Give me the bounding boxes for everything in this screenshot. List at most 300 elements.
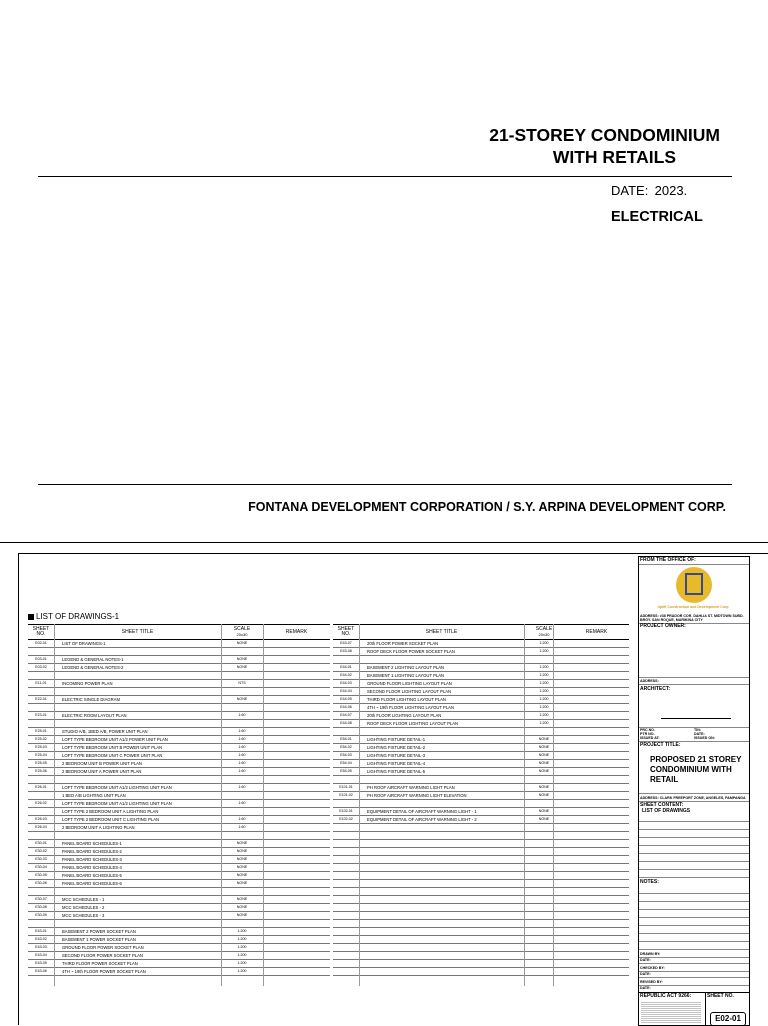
sheet-number: E02-01: [710, 1012, 746, 1026]
cell-sheet-no: E43-08: [333, 648, 359, 656]
cell-remark: [564, 848, 629, 856]
scale-sub: 20x30: [236, 632, 248, 637]
tb-divider: [639, 821, 749, 822]
cell-scale: [221, 808, 263, 816]
cell-scale: NONE: [524, 792, 564, 800]
table-row: [28, 672, 330, 680]
cell-remark: [263, 744, 330, 752]
table-row: [333, 744, 629, 752]
sheet-no-divider: [705, 992, 706, 1025]
tb-divider: [639, 837, 749, 838]
table-row: [333, 960, 629, 968]
cell-sheet-no: E02-01: [28, 640, 54, 648]
cell-sheet-no: E54-05: [333, 768, 359, 776]
cell-scale: 1:60: [221, 728, 263, 736]
cell-remark: [263, 680, 330, 688]
cell-remark: [564, 656, 629, 664]
cell-scale: 1:200: [524, 680, 564, 688]
tb-divider: [639, 901, 749, 902]
cell-remark: [263, 816, 330, 824]
cell-scale: [221, 688, 263, 696]
cell-sheet-title: MCC SCHEDULES - 2: [54, 904, 221, 912]
table-row: [333, 896, 629, 904]
cell-sheet-no: [333, 944, 359, 952]
table-row: [333, 768, 629, 776]
col-scale: [524, 625, 564, 640]
sheet-content-value: LIST OF DRAWINGS: [642, 808, 691, 814]
project-title-label: PROJECT TITLE:: [640, 742, 681, 748]
cell-sheet-title: LIGHTING FIXTURE DETAIL-5: [359, 768, 524, 776]
cell-remark: [564, 736, 629, 744]
cell-remark: [263, 808, 330, 816]
cell-sheet-no: [28, 672, 54, 680]
cell-sheet-title: [54, 888, 221, 896]
table-row: [333, 952, 629, 960]
cell-sheet-no: [333, 896, 359, 904]
table-row: [333, 824, 629, 832]
scale-label: SCALE: [233, 626, 251, 632]
cell-sheet-title: [359, 872, 524, 880]
cell-sheet-title: STUDIO A/B, 1BED A/B, POWER UNIT PLAN: [54, 728, 221, 736]
date-row: [611, 183, 687, 198]
cell-sheet-title: EQUIPMENT DETAIL OF AIRCRAFT WARNING LIGHT - 2: [359, 816, 524, 824]
cell-scale: NONE: [524, 816, 564, 824]
table-row: [333, 968, 629, 976]
cell-scale: 1:200: [524, 720, 564, 728]
cell-sheet-no: E26-01: [28, 784, 54, 792]
cell-sheet-no: [333, 848, 359, 856]
cell-scale: 1:200: [221, 936, 263, 944]
prc-no: PRC NO.: [640, 728, 655, 732]
tb-divider: [639, 933, 749, 934]
cell-scale: NONE: [221, 856, 263, 864]
cell-remark: [564, 872, 629, 880]
cell-scale: [524, 728, 564, 736]
tb-divider: [639, 917, 749, 918]
cell-scale: NONE: [524, 760, 564, 768]
table-row: [333, 832, 629, 840]
drawings-table-left: [28, 624, 330, 976]
from-office-label: FROM THE OFFICE OF:: [640, 557, 696, 563]
cell-sheet-no: E44-03: [333, 680, 359, 688]
cell-sheet-no: E23-01: [28, 712, 54, 720]
cell-remark: [263, 936, 330, 944]
col-sheet-title: SHEET TITLE: [54, 625, 221, 640]
date-2: DATE:: [640, 958, 651, 962]
cell-remark: [564, 936, 629, 944]
cell-sheet-title: [54, 832, 221, 840]
tin: TIN:: [694, 728, 701, 732]
cell-remark: [263, 872, 330, 880]
table-row: [28, 816, 330, 824]
cell-sheet-title: [54, 776, 221, 784]
cell-sheet-title: LIGHTING FIXTURE DETAIL-4: [359, 760, 524, 768]
logo-mark-icon: [685, 573, 703, 595]
cell-scale: [524, 896, 564, 904]
tb-date: DATE:: [694, 732, 705, 736]
table-row: [333, 920, 629, 928]
cell-scale: [221, 776, 263, 784]
left-table-col-rules: [263, 624, 264, 986]
table-row: [28, 960, 330, 968]
cell-sheet-title: [359, 864, 524, 872]
table-row: [333, 672, 629, 680]
cell-scale: [524, 824, 564, 832]
date-label: DATE:: [611, 183, 649, 198]
cell-sheet-no: E54-02: [333, 744, 359, 752]
cover-title: [0, 124, 720, 168]
table-row: [333, 944, 629, 952]
table-row: [333, 752, 629, 760]
cell-sheet-title: [359, 656, 524, 664]
table-row: [333, 888, 629, 896]
cell-sheet-no: [333, 968, 359, 976]
cell-sheet-no: E25-05: [28, 760, 54, 768]
cell-remark: [564, 712, 629, 720]
cell-remark: [263, 704, 330, 712]
tb-divider: [639, 684, 749, 685]
cell-scale: 1:200: [524, 672, 564, 680]
cell-remark: [564, 768, 629, 776]
cell-sheet-no: [333, 872, 359, 880]
table-row: [28, 944, 330, 952]
cell-scale: 1:200: [524, 712, 564, 720]
cell-scale: 1:200: [524, 688, 564, 696]
cell-sheet-no: E43-02: [28, 936, 54, 944]
cell-sheet-title: 2 BEDROOM UNIT A LIGHTING PLAN: [54, 824, 221, 832]
cell-sheet-no: [333, 888, 359, 896]
cell-remark: [263, 648, 330, 656]
cell-sheet-no: E44-01: [333, 664, 359, 672]
cell-sheet-title: [359, 968, 524, 976]
cell-scale: [524, 656, 564, 664]
cell-scale: [524, 800, 564, 808]
tb-divider: [639, 977, 749, 978]
cell-sheet-no: [28, 704, 54, 712]
right-table-col-rules: [524, 624, 525, 986]
cell-remark: [564, 888, 629, 896]
cell-scale: 1:60: [221, 736, 263, 744]
cell-scale: 1:60: [221, 760, 263, 768]
cell-remark: [263, 944, 330, 952]
table-header: [28, 625, 330, 640]
notes-label: NOTES:: [640, 879, 659, 885]
table-row: [333, 792, 629, 800]
cell-sheet-no: E44-05: [333, 696, 359, 704]
cell-remark: [564, 784, 629, 792]
cell-sheet-title: [359, 888, 524, 896]
cell-sheet-no: E30-06: [28, 880, 54, 888]
table-row: [333, 664, 629, 672]
col-sheet-title: SHEET TITLE: [359, 625, 524, 640]
cell-sheet-title: [54, 672, 221, 680]
cell-sheet-no: E44-04: [333, 688, 359, 696]
cell-sheet-title: LOFT TYPE BEDROOM UNIT A1/2 LIGHTING UNIT PLAN: [54, 784, 221, 792]
cell-scale: [221, 920, 263, 928]
cell-scale: [524, 872, 564, 880]
cell-remark: [263, 640, 330, 648]
cell-sheet-no: E30-04: [28, 864, 54, 872]
table-row: [333, 728, 629, 736]
cell-sheet-no: E43-03: [28, 944, 54, 952]
scale-sub: 20x30: [538, 632, 550, 637]
cell-remark: [263, 824, 330, 832]
cell-scale: NONE: [524, 752, 564, 760]
cell-scale: [221, 672, 263, 680]
cell-sheet-title: BASEMENT 2 LIGHTING LAYOUT PLAN: [359, 664, 524, 672]
cell-sheet-no: [28, 888, 54, 896]
cell-scale: 1:200: [221, 928, 263, 936]
cell-sheet-title: ROOF DECK FLOOR POWER SOCKET PLAN: [359, 648, 524, 656]
cell-remark: [564, 968, 629, 976]
col-sheet-no: SHEET NO.: [333, 625, 359, 640]
bullet-square-icon: [28, 614, 34, 620]
logo-caption: Uplift Construction and Development Corp: [657, 605, 729, 609]
table-row: [333, 784, 629, 792]
table-row: [333, 816, 629, 824]
cell-remark: [263, 728, 330, 736]
cell-scale: NONE: [221, 640, 263, 648]
cell-scale: 1:60: [221, 816, 263, 824]
republic-act-fine-print: [641, 1001, 701, 1023]
table-row: [28, 696, 330, 704]
cell-remark: [564, 832, 629, 840]
cell-scale: NONE: [221, 872, 263, 880]
cell-sheet-title: [359, 936, 524, 944]
cell-sheet-no: E26-02: [28, 800, 54, 808]
cell-sheet-title: THIRD FLOOR POWER SOCKET PLAN: [54, 960, 221, 968]
issued-at: ISSUED AT:: [640, 736, 660, 740]
cell-sheet-no: E03-01: [28, 656, 54, 664]
cell-sheet-no: E43-01: [28, 928, 54, 936]
cell-sheet-title: ELECTRIC ROOM LAYOUT PLAN: [54, 712, 221, 720]
cell-sheet-no: E30-07: [28, 896, 54, 904]
cell-sheet-title: 4TH ~ 19th FLOOR POWER SOCKET PLAN: [54, 968, 221, 976]
cell-sheet-no: E30-02: [28, 848, 54, 856]
table-row: [28, 800, 330, 808]
cell-remark: [564, 776, 629, 784]
table-row: [333, 800, 629, 808]
cell-scale: 1:60: [221, 712, 263, 720]
cell-remark: [564, 824, 629, 832]
cell-remark: [263, 952, 330, 960]
cell-sheet-no: E43-04: [28, 952, 54, 960]
table-row: [28, 936, 330, 944]
table-row: [28, 808, 330, 816]
table-row: [333, 720, 629, 728]
cell-sheet-no: E44-06: [333, 704, 359, 712]
cell-sheet-no: E30-08: [28, 904, 54, 912]
table-row: [333, 856, 629, 864]
checked-by: CHECKED BY:: [640, 966, 665, 970]
cell-scale: [524, 904, 564, 912]
tb-divider: [639, 829, 749, 830]
col-remark: REMARK: [564, 625, 629, 640]
cell-scale: NONE: [524, 784, 564, 792]
cell-remark: [263, 880, 330, 888]
cell-scale: [524, 880, 564, 888]
cell-scale: 1:200: [221, 960, 263, 968]
cell-sheet-title: SECOND FLOOR LIGHTING LAYOUT PLAN: [359, 688, 524, 696]
table-row: [28, 768, 330, 776]
cell-remark: [263, 712, 330, 720]
cell-sheet-title: 20th FLOOR POWER SOCKET PLAN: [359, 640, 524, 648]
table-row: [333, 848, 629, 856]
cell-sheet-no: E30-05: [28, 872, 54, 880]
cell-sheet-no: E101-01: [333, 784, 359, 792]
cell-sheet-title: BASEMENT 1 POWER SOCKET PLAN: [54, 936, 221, 944]
cell-sheet-title: [359, 848, 524, 856]
cell-sheet-title: LOFT TYPE 2 BEDROOM UNIT A LIGHTING PLAN: [54, 808, 221, 816]
cell-remark: [263, 760, 330, 768]
cell-scale: [221, 720, 263, 728]
table-row: [333, 776, 629, 784]
cell-remark: [263, 720, 330, 728]
cell-sheet-title: [359, 904, 524, 912]
table-row: [333, 904, 629, 912]
cell-remark: [564, 704, 629, 712]
cell-sheet-no: [333, 928, 359, 936]
cell-sheet-no: E30-01: [28, 840, 54, 848]
cell-scale: NONE: [221, 656, 263, 664]
cell-sheet-title: LIGHTING FIXTURE DETAIL-3: [359, 752, 524, 760]
cell-remark: [564, 728, 629, 736]
cell-remark: [263, 920, 330, 928]
cell-sheet-no: E54-03: [333, 752, 359, 760]
cell-scale: [524, 888, 564, 896]
cell-sheet-no: E11-01: [28, 680, 54, 688]
cell-sheet-title: LOFT TYPE BEDROOM UNIT B POWER UNIT PLAN: [54, 744, 221, 752]
table-row: [333, 936, 629, 944]
cell-sheet-title: LIGHTING FIXTURE DETAIL-2: [359, 744, 524, 752]
cell-remark: [263, 840, 330, 848]
cell-sheet-no: E26-03: [28, 816, 54, 824]
cell-sheet-no: E102-01: [333, 808, 359, 816]
cell-sheet-title: 2 BEDROOM UNIT B POWER UNIT PLAN: [54, 760, 221, 768]
cell-scale: 1:200: [524, 664, 564, 672]
tb-divider: [639, 845, 749, 846]
date-3: DATE:: [640, 972, 651, 976]
table-row: [28, 912, 330, 920]
table-row: [28, 792, 330, 800]
cell-scale: [524, 952, 564, 960]
table-row: [28, 760, 330, 768]
cell-sheet-no: [333, 856, 359, 864]
cell-scale: 1:60: [221, 752, 263, 760]
cell-scale: [524, 848, 564, 856]
cell-scale: NONE: [221, 848, 263, 856]
cell-sheet-no: E25-06: [28, 768, 54, 776]
cell-sheet-title: PANEL BOARD SCHEDULES-1: [54, 840, 221, 848]
table-row: [28, 656, 330, 664]
cell-scale: 1:200: [221, 968, 263, 976]
cell-scale: NONE: [524, 736, 564, 744]
cell-scale: [524, 832, 564, 840]
table-row: [28, 856, 330, 864]
table-row: [28, 904, 330, 912]
cell-sheet-no: E25-03: [28, 744, 54, 752]
cell-sheet-no: E03-02: [28, 664, 54, 672]
cell-scale: 1:200: [524, 696, 564, 704]
table-row: [28, 688, 330, 696]
cell-sheet-no: [333, 936, 359, 944]
drawings-table-right: [333, 624, 629, 976]
cell-sheet-title: [359, 728, 524, 736]
table-row: [28, 704, 330, 712]
cell-sheet-title: [54, 648, 221, 656]
cell-remark: [263, 904, 330, 912]
cell-scale: 1:60: [221, 784, 263, 792]
table-row: [333, 864, 629, 872]
project-title: PROPOSED 21 STOREY CONDOMINIUM WITH RETAIL: [650, 755, 742, 784]
table-row: [28, 736, 330, 744]
cell-remark: [564, 896, 629, 904]
company-name: FONTANA DEVELOPMENT CORPORATION / S.Y. ARPINA DEVELOPMENT CORP.: [248, 500, 726, 514]
cell-scale: 1:200: [524, 640, 564, 648]
left-table-col-rules: [54, 624, 55, 986]
cell-sheet-title: [359, 944, 524, 952]
tb-divider: [639, 971, 749, 972]
table-row: [28, 664, 330, 672]
cell-scale: NTS: [221, 680, 263, 688]
cell-remark: [564, 912, 629, 920]
cell-sheet-title: [359, 912, 524, 920]
cell-sheet-no: E44-02: [333, 672, 359, 680]
cell-scale: NONE: [221, 880, 263, 888]
table-row: [28, 776, 330, 784]
cell-remark: [564, 856, 629, 864]
cell-scale: 1:60: [221, 768, 263, 776]
table-row: [333, 840, 629, 848]
top-divider: [38, 176, 732, 177]
cell-scale: NONE: [221, 904, 263, 912]
table-row: [28, 920, 330, 928]
cell-sheet-title: BASEMENT 1 LIGHTING LAYOUT PLAN: [359, 672, 524, 680]
table-row: [28, 752, 330, 760]
cell-scale: [524, 960, 564, 968]
cell-sheet-title: ROOF DECK FLOOR LIGHTING LAYOUT PLAN: [359, 720, 524, 728]
cell-remark: [564, 792, 629, 800]
table-row: [333, 648, 629, 656]
cell-scale: NONE: [221, 864, 263, 872]
cell-sheet-no: E43-05: [28, 960, 54, 968]
cell-sheet-no: [28, 808, 54, 816]
cell-sheet-no: E43-07: [333, 640, 359, 648]
cell-scale: [221, 832, 263, 840]
republic-act-label: REPUBLIC ACT 9266:: [640, 993, 692, 999]
cell-sheet-no: [333, 728, 359, 736]
cell-sheet-no: [333, 864, 359, 872]
table-row: [28, 864, 330, 872]
table-row: [28, 728, 330, 736]
cell-remark: [564, 880, 629, 888]
cell-scale: [524, 968, 564, 976]
cell-remark: [263, 672, 330, 680]
cell-sheet-no: E26-04: [28, 824, 54, 832]
list-title-text: LIST OF DRAWINGS-1: [36, 612, 120, 621]
cell-sheet-title: [54, 688, 221, 696]
cell-scale: 1:60: [221, 744, 263, 752]
cell-sheet-title: EQUIPMENT DETAIL OF AIRCRAFT WARNING LIGHT - 1: [359, 808, 524, 816]
title-block: [638, 556, 750, 1026]
cell-remark: [564, 696, 629, 704]
cell-sheet-title: [359, 896, 524, 904]
col-sheet-no: SHEET NO.: [28, 625, 54, 640]
cell-sheet-no: [28, 688, 54, 696]
cell-sheet-title: LEGEND & GENERAL NOTES-1: [54, 656, 221, 664]
table-header: [333, 625, 629, 640]
cell-sheet-title: 20th FLOOR LIGHTING LAYOUT PLAN: [359, 712, 524, 720]
